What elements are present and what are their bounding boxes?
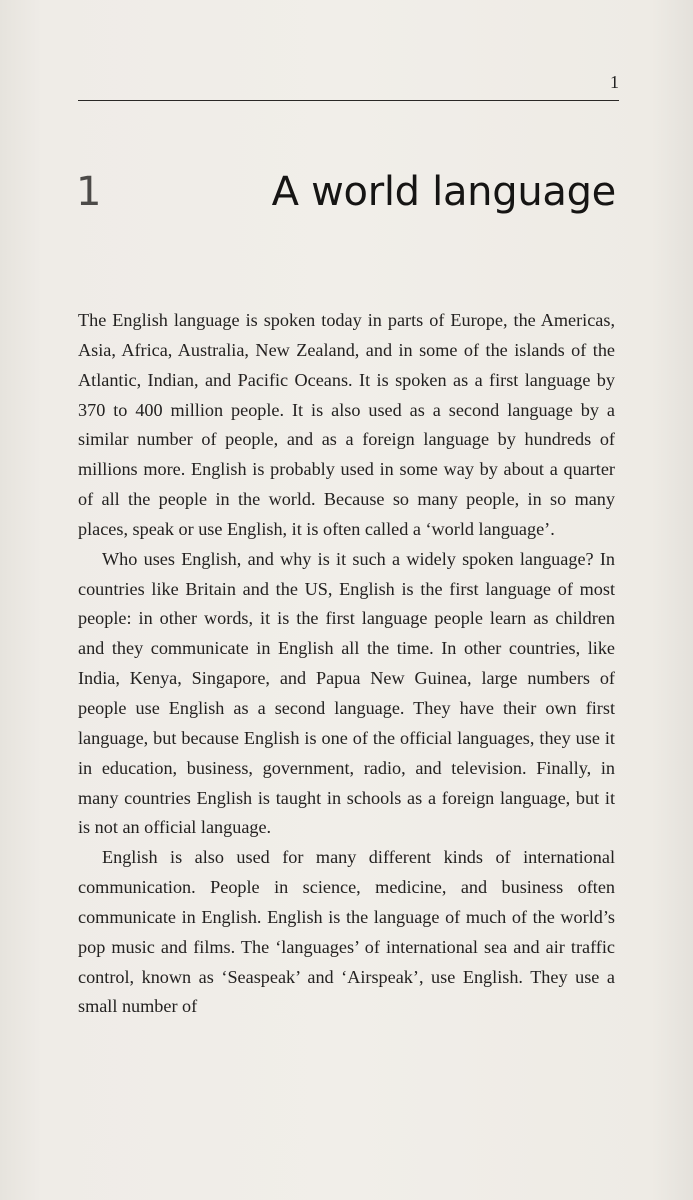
running-header <box>78 64 619 101</box>
body-text <box>78 306 615 1022</box>
paragraph-3: English is also used for many different kinds of international communication. People in science, medicine, and business often communicate in English. English is the language of much of the world’s pop music and films. The ‘languages’ of international sea and air traffic control, known as ‘Seaspeak’ and ‘Airspeak’, use English. They use a small number of <box>78 847 615 1017</box>
page-number: 1 <box>610 72 619 92</box>
chapter-title: A world language <box>271 169 616 215</box>
paragraph-2: Who uses English, and why is it such a widely spoken language? In countries like Britain and the US, English is the first language of most people: in other words, it is the first language people learn as children and they communicate in English all the time. In other countries, like India, Kenya, Singapore, and Papua New Guinea, large numbers of people use English as a second language. They have their own first language, but because English is one of the official languages, they use it in education, business, government, radio, and television. Finally, in many countries English is taught in schools as a foreign language, but it is not an official language. <box>78 548 615 838</box>
paragraph-1: The English language is spoken today in parts of Europe, the Americas, Asia, Africa, Australia, New Zealand, and in some of the islands of the Atlantic, Indian, and Pacific Oceans. It is spoken as a first language by 370 to 400 million people. It is also used as a second language by a similar number of people, and as a foreign language by hundreds of millions more. English is probably used in some way by about a quarter of all the people in the world. Because so many people, in so many places, speak or use English, it is often called a ‘world language’. <box>78 310 615 539</box>
chapter-number: 1 <box>76 169 102 215</box>
chapter-heading <box>76 162 618 222</box>
